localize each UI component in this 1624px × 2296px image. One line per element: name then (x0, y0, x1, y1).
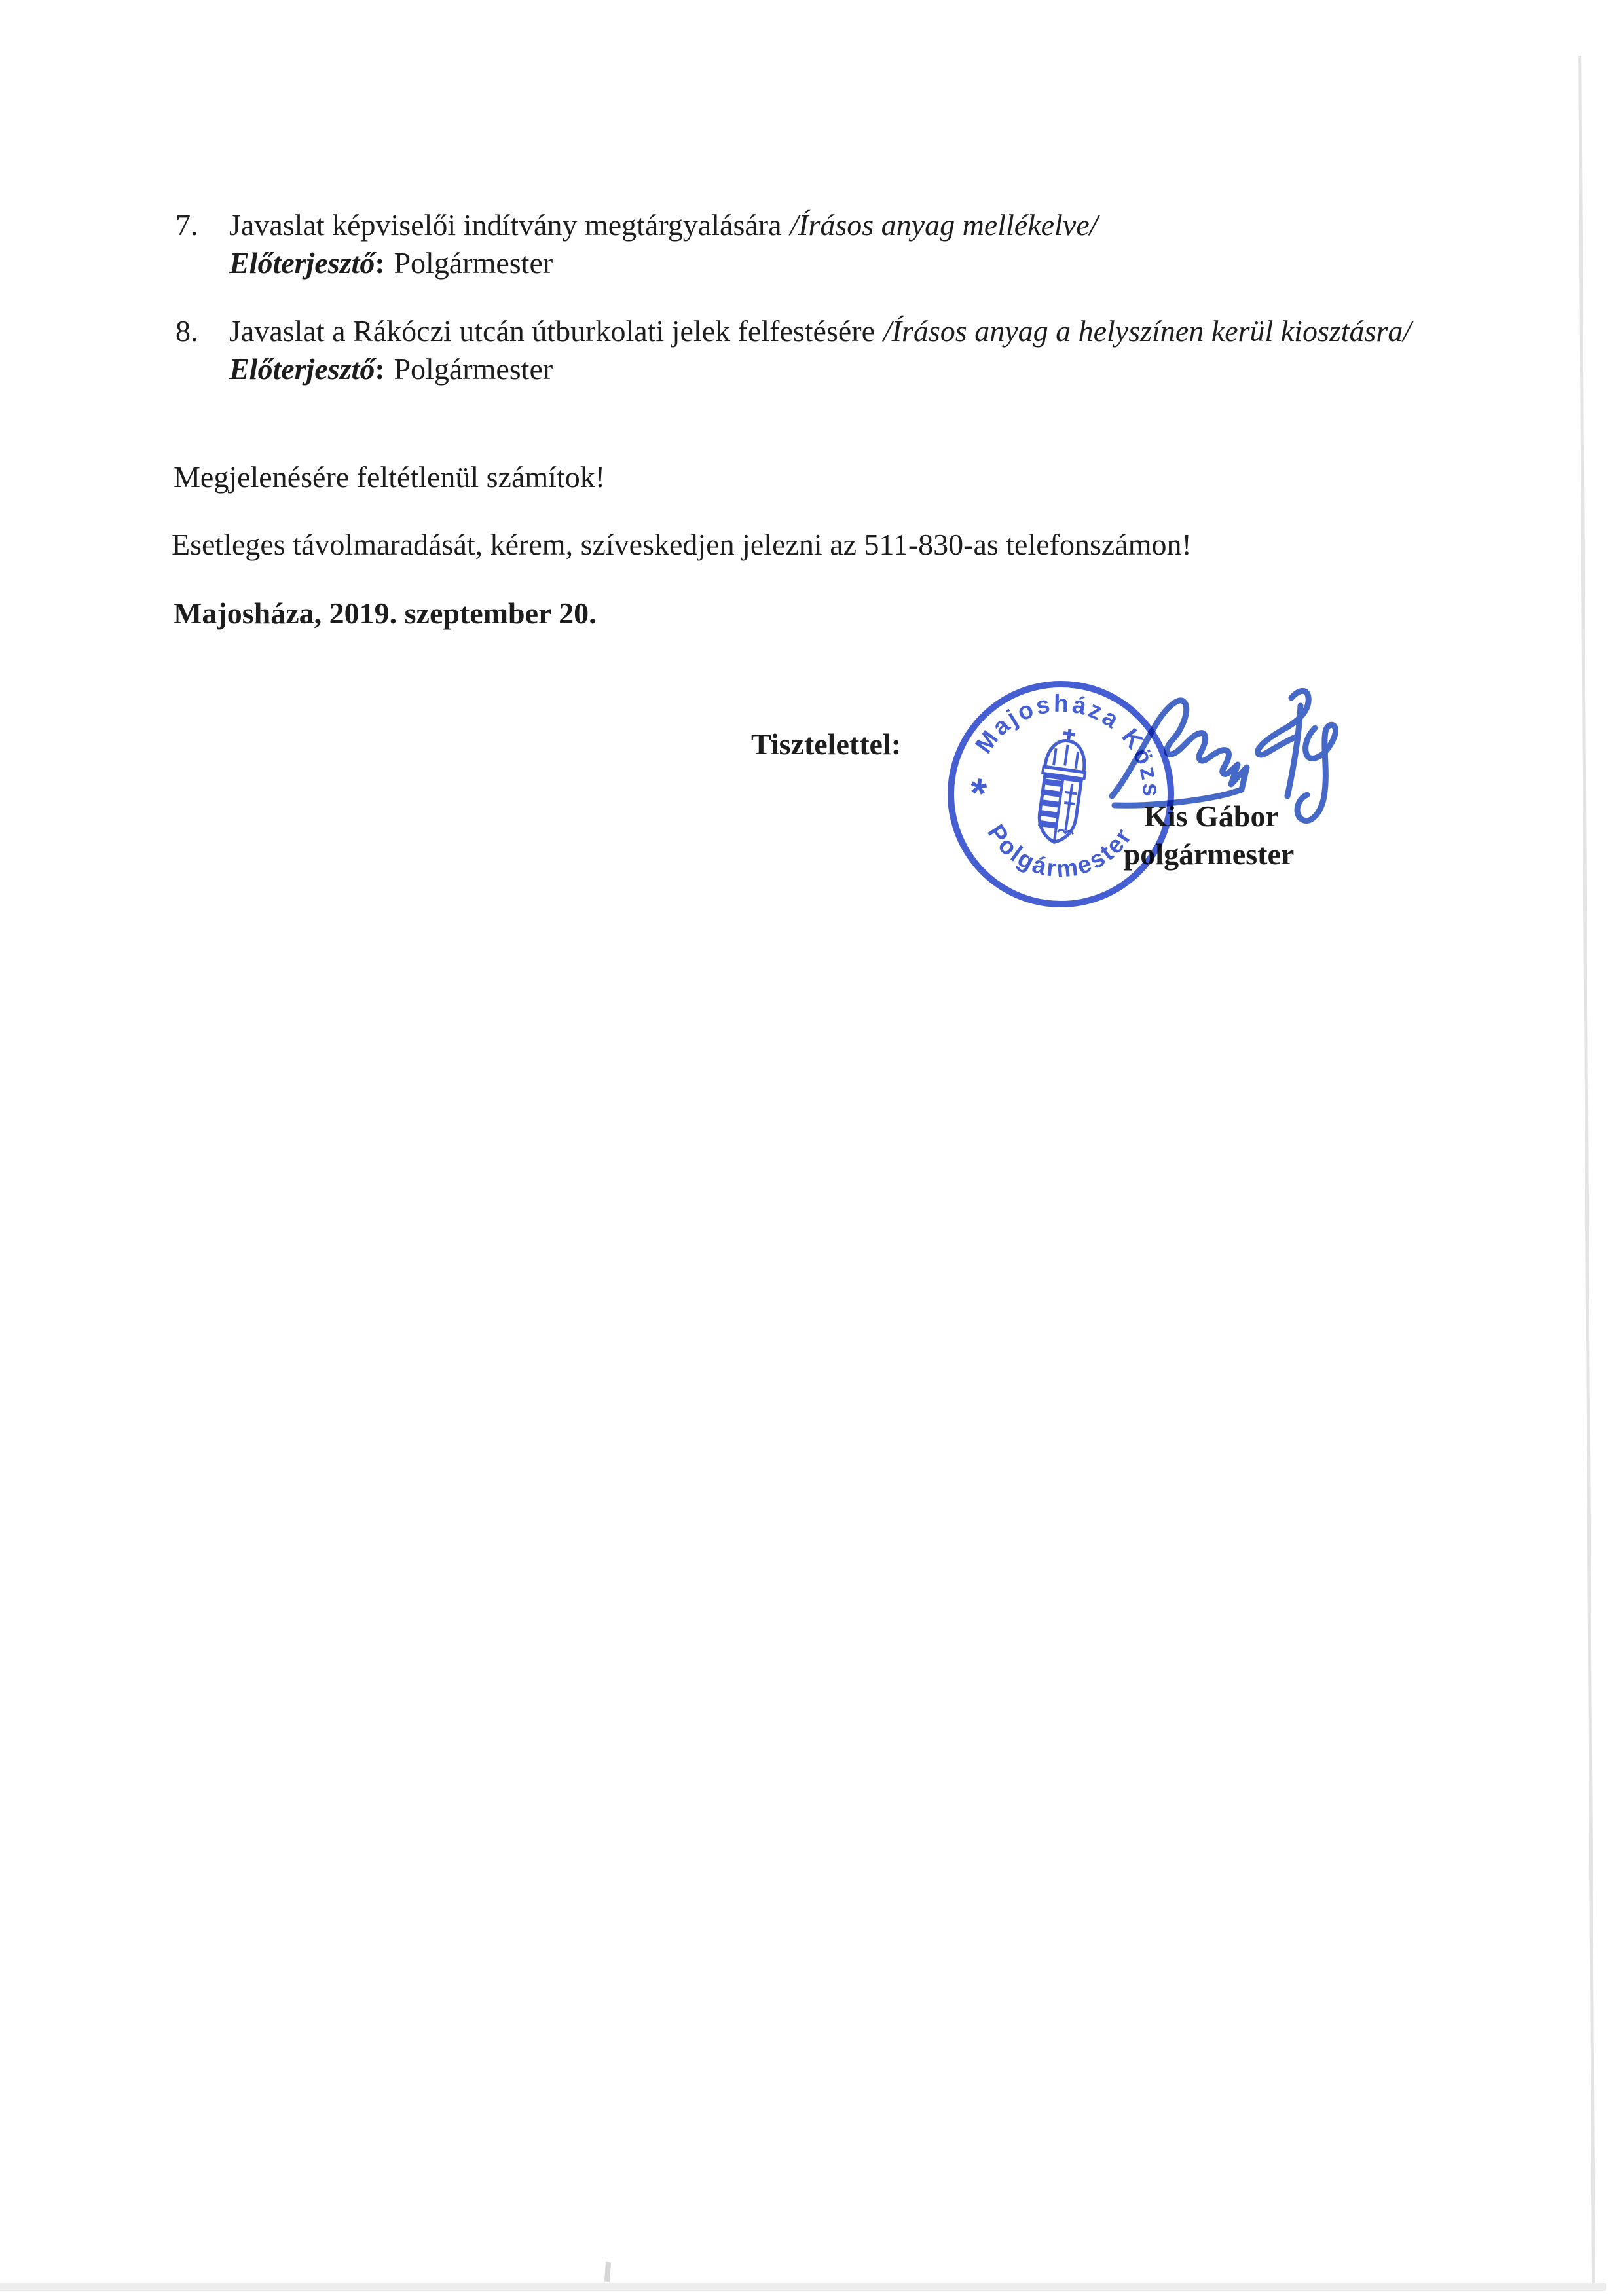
agenda-item-title-line (229, 206, 1098, 244)
agenda-item-number: 7. (175, 208, 198, 242)
presenter-label: Előterjesztő (229, 246, 375, 280)
agenda-item-body (229, 312, 1411, 388)
agenda-item-title-line (229, 312, 1411, 350)
signer-title: polgármester (1123, 837, 1295, 871)
presenter-value: Polgármester (394, 352, 553, 386)
salutation: Tisztelettel: (751, 727, 902, 761)
stamp-star: * (967, 768, 989, 818)
presenter-label: Előterjesztő (229, 352, 375, 386)
agenda-item-title: Javaslat a Rákóczi utcán útburkolati jelek felfestésére (229, 314, 876, 348)
agenda-item-attachment-note: /Írásos anyag mellékelve/ (790, 208, 1098, 242)
coat-of-arms (1033, 727, 1091, 845)
attendance-note: Megjelenésére feltétlenül számítok! (174, 460, 606, 494)
agenda-item-body (229, 206, 1098, 282)
dateline: Majosháza, 2019. szeptember 20. (174, 596, 597, 630)
agenda-item-presenter-line (229, 350, 1411, 388)
signer-name: Kis Gábor (1144, 799, 1279, 833)
scan-artifact-bottom-band (0, 2283, 1606, 2291)
signature-strokes (1112, 691, 1336, 820)
agenda-item-presenter-line (229, 244, 1098, 282)
signature (1107, 668, 1356, 864)
stamp-bottom-arc-label: Polgármester (982, 820, 1138, 883)
scan-artifact-vertical-line (1578, 56, 1595, 2285)
presenter-value: Polgármester (394, 246, 553, 280)
agenda-item-title: Javaslat képviselői indítvány megtárgyalására (229, 208, 782, 242)
agenda-item-attachment-note: /Írásos anyag a helyszínen kerül kiosztásra/ (883, 314, 1412, 348)
stamp-top-arc-label: Majosháza Közs (970, 689, 1166, 800)
presenter-colon: : (375, 352, 385, 386)
absence-note: Esetleges távolmaradását, kérem, szíveskedjen jelezni az 511-830-as telefonszámon! (172, 528, 1192, 561)
presenter-colon: : (375, 246, 385, 280)
agenda-item-number: 8. (175, 314, 198, 348)
scan-artifact-mark (604, 2262, 611, 2282)
